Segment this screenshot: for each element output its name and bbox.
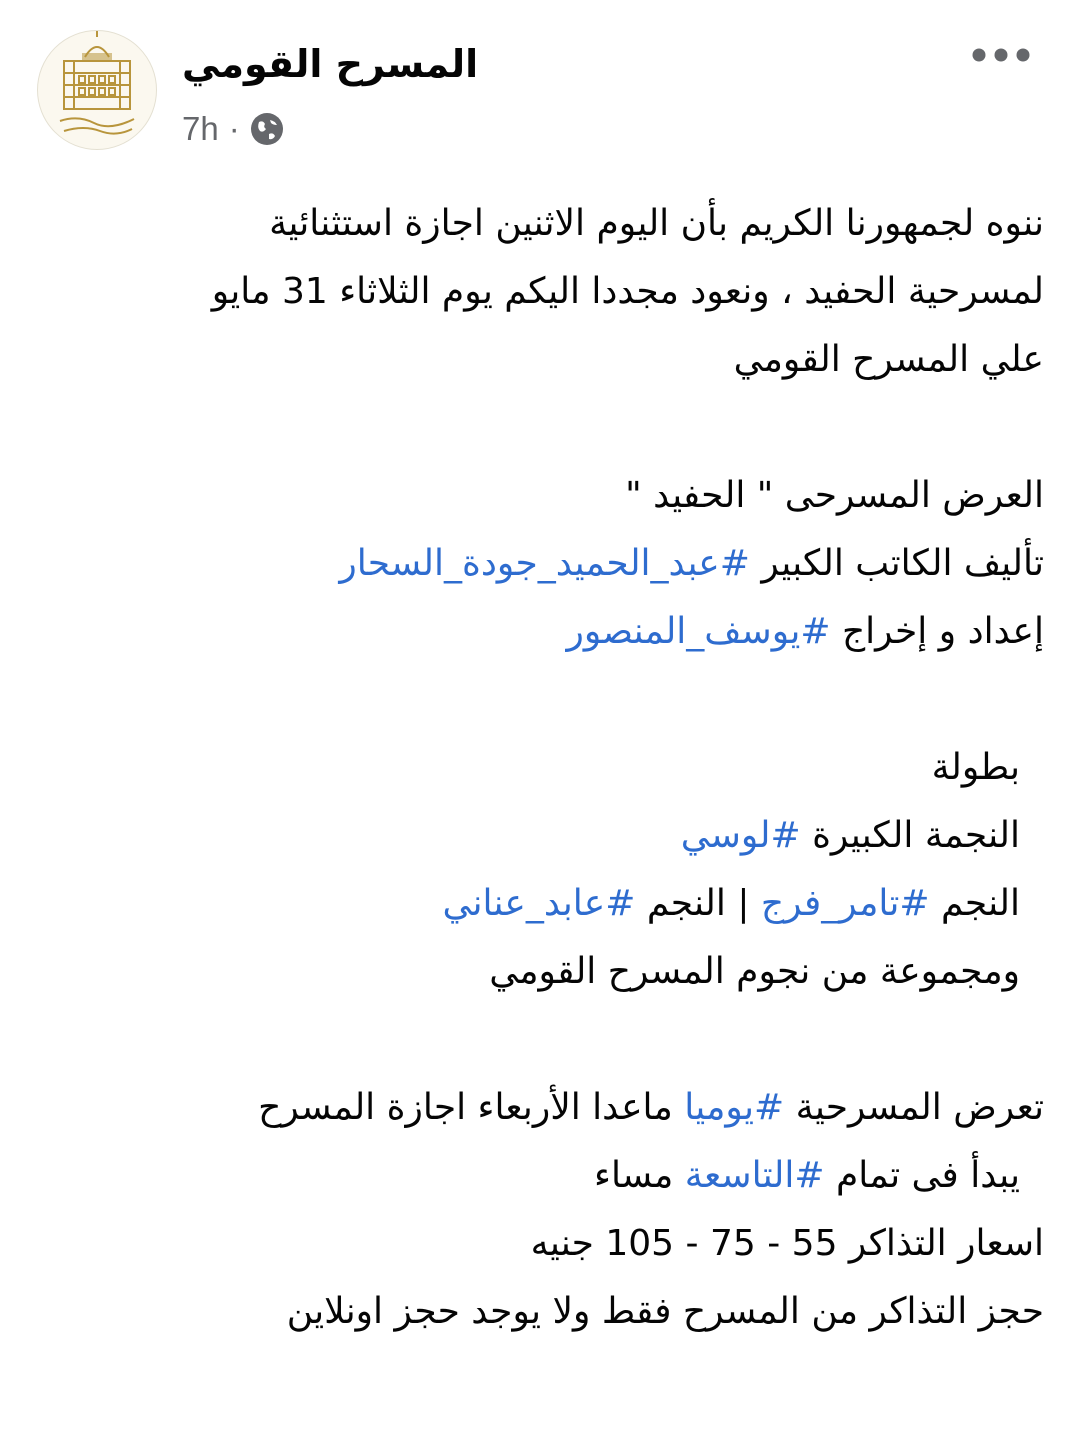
globe-icon[interactable] [250,112,284,146]
time-line [40,1142,1044,1210]
post-header [0,0,1080,170]
schedule-hashtag[interactable]: #يوميا [684,1087,785,1128]
booking-line: حجز التذاكر من المسرح فقط ولا يوجد حجز اونلاين [286,1291,1044,1332]
body-line: ننوه لجمهورنا الكريم بأن اليوم الاثنين اجازة استثنائية [269,203,1044,244]
body-line: علي المسرح القومي [733,339,1044,380]
prices-line: اسعار التذاكر 55 - 75 - 105 جنيه [530,1223,1044,1264]
schedule-line [40,1074,1044,1142]
more-options-button[interactable] [968,30,1034,80]
time-label: يبدأ فى تمام [824,1155,1020,1196]
author-hashtag[interactable]: #عبد_الحميد_جودة_السحار [339,543,750,584]
post-meta [182,106,284,152]
schedule-suffix: ماعدا الأربعاء اجازة المسرح [258,1087,685,1128]
author-label: تأليف الكاتب الكبير [749,543,1044,584]
paragraph-gap [40,1006,1044,1074]
ensemble-line: ومجموعة من نجوم المسرح القومي [489,951,1020,992]
star-separator: | النجم [635,883,761,924]
star-line [40,802,1044,870]
national-theatre-logo [38,31,156,149]
schedule-label: تعرض المسرحية [784,1087,1044,1128]
post-timestamp[interactable]: 7h [182,110,219,147]
star-hashtag[interactable]: #لوسي [680,815,801,856]
star-hashtag[interactable]: #عابد_عناني [442,883,636,924]
more-dots-icon [968,47,1034,63]
star-line [40,870,1044,938]
post-body [40,190,1044,1346]
page-name[interactable]: المسرح القومي [182,42,479,86]
time-hashtag[interactable]: #التاسعة [684,1155,825,1196]
director-label: إعداد و إخراج [830,611,1044,652]
star-label: النجمة الكبيرة [800,815,1020,856]
star-label: النجم [929,883,1020,924]
star-hashtag[interactable]: #تامر_فرج [760,883,930,924]
time-suffix: مساء [594,1155,685,1196]
starring-heading: بطولة [931,747,1020,788]
director-line [40,598,1044,666]
body-line: لمسرحية الحفيد ، ونعود مجددا اليكم يوم الثلاثاء 31 مايو [211,271,1044,312]
show-title: العرض المسرحى " الحفيد " [625,475,1044,516]
paragraph-gap [40,666,1044,734]
page-avatar[interactable] [37,30,157,150]
author-line [40,530,1044,598]
paragraph-gap [40,394,1044,462]
director-hashtag[interactable]: #يوسف_المنصور [566,611,831,652]
meta-separator: · [228,110,240,147]
